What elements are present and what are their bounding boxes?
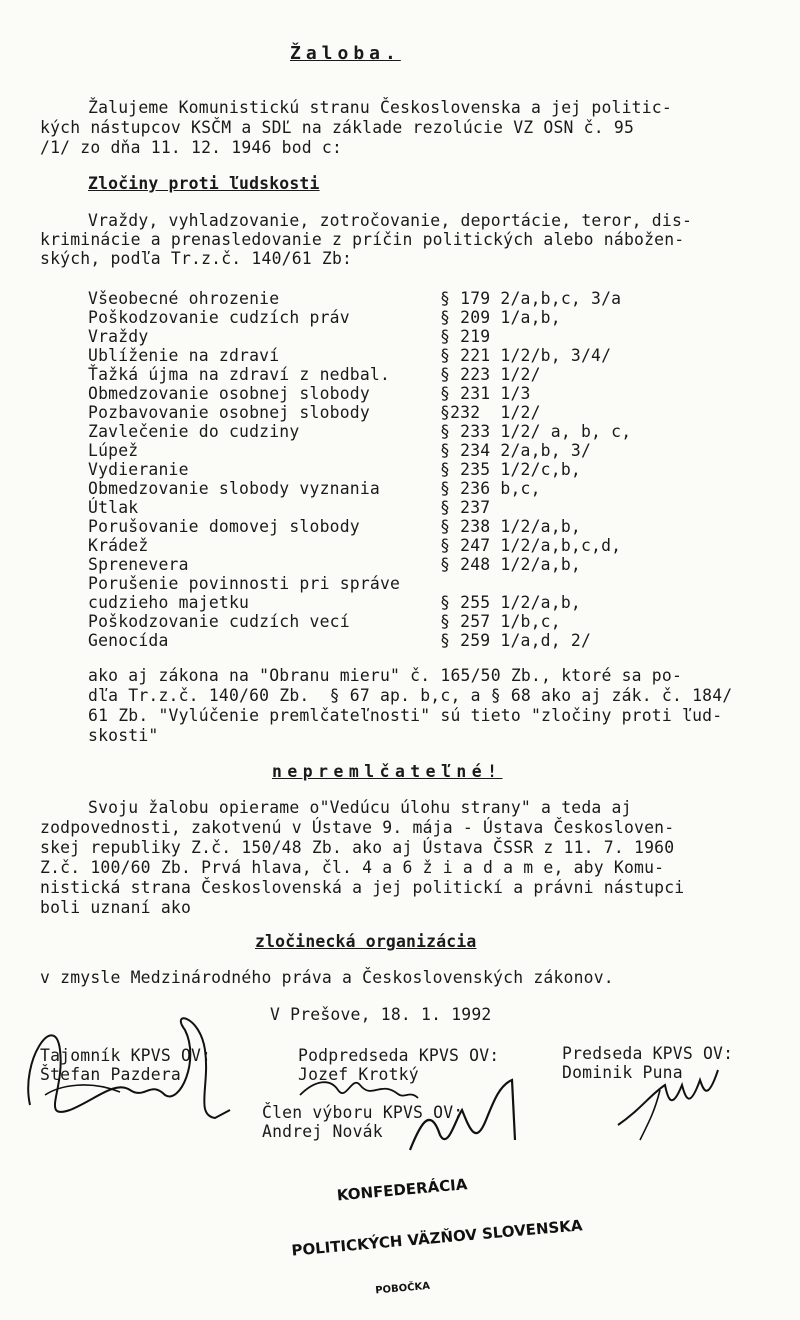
crime-name: Útlak [88, 498, 139, 517]
document-title: Žaloba. [290, 43, 401, 64]
law-line: ako aj zákona na "Obranu mieru" č. 165/50 Zb., ktoré sa po- [88, 666, 683, 685]
crime-paragraph: § 234 2/a,b, 3/ [440, 441, 592, 460]
intro-line: /1/ zo dňa 11. 12. 1946 bod c: [40, 138, 343, 157]
crime-name: Poškodzovanie cudzích práv [88, 308, 350, 327]
crime-name: Krádež [88, 536, 149, 555]
crime-paragraph: § 259 1/a,d, 2/ [440, 631, 592, 650]
signatory-role: Predseda KPVS OV: [562, 1044, 734, 1063]
crime-paragraph: § 236 b,c, [440, 479, 541, 498]
crimes-intro-line: Vraždy, vyhladzovanie, zotročovanie, deportácie, teror, dis- [88, 211, 693, 230]
crime-paragraph: § 231 1/3 [440, 384, 531, 403]
intro-line: Žalujeme Komunistickú stranu Československa a jej politic- [88, 98, 672, 117]
signatory-name: Jozef Krotký [298, 1065, 419, 1084]
crime-name: Ublíženie na zdraví [88, 346, 280, 365]
crime-paragraph: § 219 [440, 327, 491, 346]
crime-paragraph: § 255 1/2/a,b, [440, 593, 581, 612]
place-and-date: V Prešove, 18. 1. 1992 [270, 1005, 492, 1024]
crime-name: Všeobecné ohrozenie [88, 289, 280, 308]
crime-name: Obmedzovanie slobody vyznania [88, 479, 380, 498]
constitution-line: boli uznaní ako [40, 898, 192, 917]
crime-paragraph: § 235 1/2/c,b, [440, 460, 581, 479]
crime-name: cudzieho majetku [88, 593, 250, 612]
signatory-name: Andrej Novák [262, 1122, 383, 1141]
crime-paragraph: § 237 [440, 498, 491, 517]
crime-paragraph: § 223 1/2/ [440, 365, 541, 384]
crime-paragraph: § 209 1/a,b, [440, 308, 561, 327]
crime-paragraph: §232 1/2/ [440, 403, 541, 422]
crime-name: Vraždy [88, 327, 149, 346]
crime-name: Vydieranie [88, 460, 189, 479]
crime-paragraph: § 257 1/b,c, [440, 612, 561, 631]
constitution-line: nistická strana Československá a jej politickí a právni nástupci [40, 878, 685, 897]
crime-paragraph: § 238 1/2/a,b, [440, 517, 581, 536]
crimes-intro-line: ských, podľa Tr.z.č. 140/61 Zb: [40, 249, 353, 268]
signatory-name: Dominik Puna [562, 1063, 683, 1082]
crime-name: Obmedzovanie osobnej slobody [88, 384, 370, 403]
crime-paragraph: § 248 1/2/a,b, [440, 555, 581, 574]
crimes-intro-line: kriminácie a prenasledovanie z príčin politických alebo nábožen- [40, 230, 685, 249]
stamp-line: POLITICKÝCH VÄZŇOV SLOVENSKA [290, 1216, 584, 1260]
crime-paragraph: § 221 1/2/b, 3/4/ [440, 346, 612, 365]
crime-paragraph: § 247 1/2/a,b,c,d, [440, 536, 622, 555]
signatory-role: Člen výboru KPVS OV: [262, 1103, 464, 1122]
signatory-name: Štefan Pazdera [40, 1065, 181, 1084]
crime-paragraph: § 233 1/2/ a, b, c, [440, 422, 632, 441]
crime-name: Zavlečenie do cudziny [88, 422, 300, 441]
crime-name: Ťažká újma na zdraví z nedbal. [88, 365, 391, 384]
law-line: dľa Tr.z.č. 140/60 Zb. § 67 ap. b,c, a § 68 ako aj zák. č. 184/ [88, 686, 733, 705]
constitution-line: Svoju žalobu opierame o"Vedúcu úlohu strany" a teda aj [88, 798, 632, 817]
intro-line: kých nástupcov KSČM a SDĽ na základe rezolúcie VZ OSN č. 95 [40, 118, 635, 137]
constitution-line: skej republiky Z.č. 150/48 Zb. ako aj Ústava ČSSR z 11. 7. 1960 [40, 838, 675, 857]
signatory-role: Podpredseda KPVS OV: [298, 1046, 500, 1065]
constitution-line: Z.č. 100/60 Zb. Prvá hlava, čl. 4 a 6 ž i a d a m e, aby Komu- [40, 858, 665, 877]
stamp-line: KONFEDERÁCIA [336, 1175, 469, 1205]
crime-paragraph: § 179 2/a,b,c, 3/a [440, 289, 622, 308]
section-heading-crimes: Zločiny proti ľudskosti [88, 174, 320, 193]
crime-name: Poškodzovanie cudzích vecí [88, 612, 350, 631]
organization-heading: zločinecká organizácia [255, 932, 477, 951]
crime-name: Pozbavovanie osobnej slobody [88, 403, 370, 422]
organization-stamp [283, 1133, 588, 1320]
emphasis-heading: nepremlčateľné! [272, 762, 503, 781]
closing-line: v zmysle Medzinárodného práva a Československých zákonov. [40, 968, 614, 987]
crime-name: Porušovanie domovej slobody [88, 517, 360, 536]
crime-name: Genocída [88, 631, 169, 650]
law-line: 61 Zb. "Vylúčenie premlčateľnosti" sú tieto "zločiny proti ľud- [88, 706, 723, 725]
law-line: skosti" [88, 726, 159, 745]
stamp-line: POBOČKA [374, 1280, 431, 1297]
constitution-line: zodpovednosti, zakotvenú v Ústave 9. mája - Ústava Českosloven- [40, 818, 675, 837]
crime-name: Lúpež [88, 441, 139, 460]
signatory-role: Tajomník KPVS OV: [40, 1046, 212, 1065]
crime-name: Sprenevera [88, 555, 189, 574]
crime-name: Porušenie povinnosti pri správe [88, 574, 401, 593]
